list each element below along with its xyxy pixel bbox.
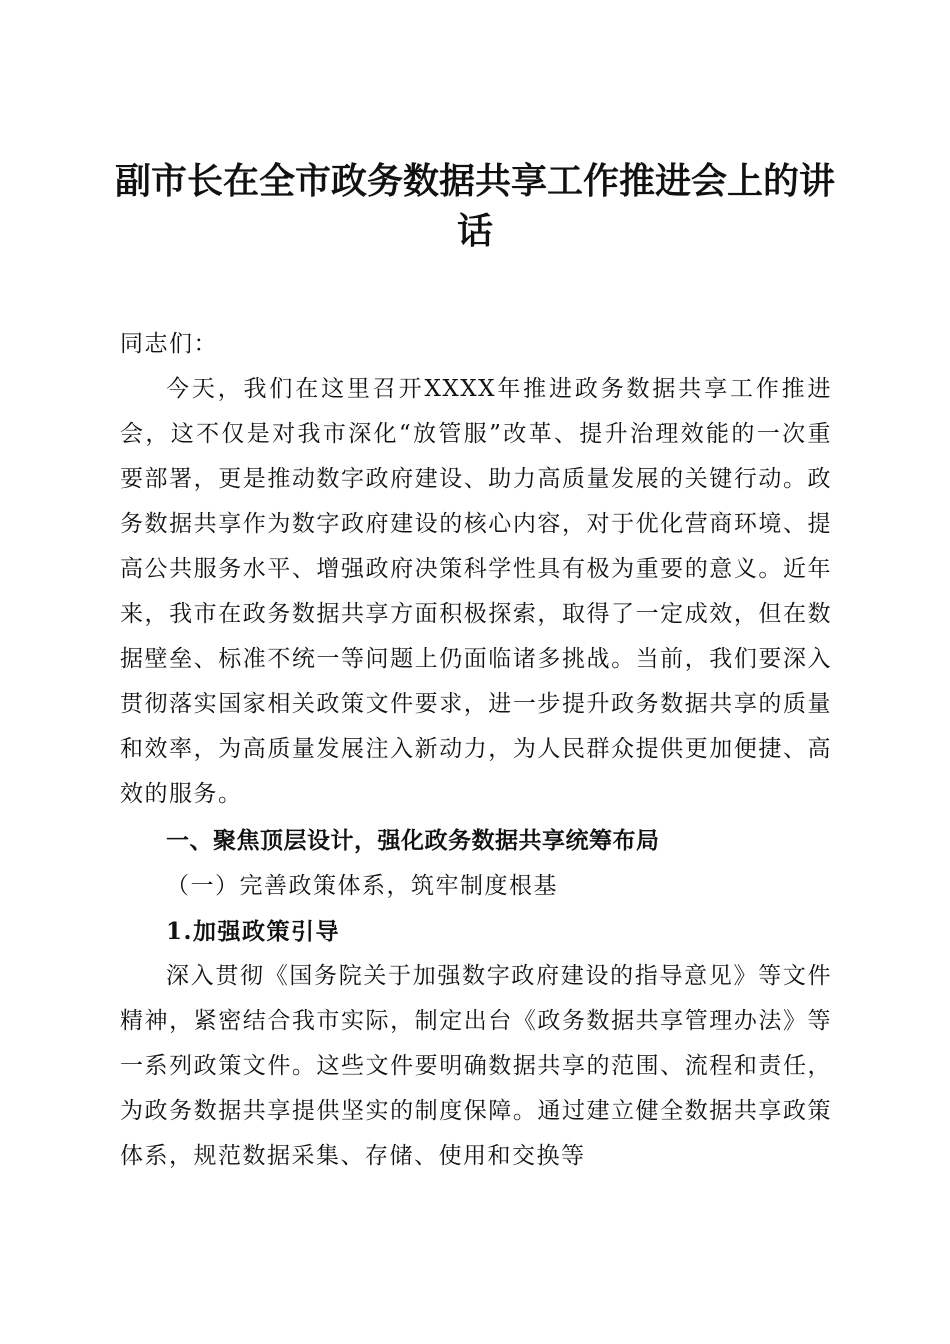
greeting: 同志们： [120,331,218,357]
subsection-heading-1: （一）完善政策体系，筑牢制度根基 [166,873,558,899]
document-body [120,322,832,1179]
section-heading-1: 一、聚焦顶层设计，强化政务数据共享统筹布局 [166,828,660,854]
document-title: 副市长在全市政务数据共享工作推进会上的讲话 [114,160,835,252]
item-paragraph-1: 深入贯彻《国务院关于加强数字政府建设的指导意见》等文件精神，紧密结合我市实际，制定出台《政务数据共享管理办法》等一系列政策文件。这些文件要明确数据共享的范围、流程和责任，为政务数据共享提供坚实的制度保障。通过建立健全数据共享政策体系，规范数据采集、存储、使用和交换等 [120,963,832,1169]
item-heading-1: 1.加强政策引导 [166,918,341,945]
intro-paragraph: 今天，我们在这里召开XXXX年推进政务数据共享工作推进会，这不仅是对我市深化“放管服”改革、提升治理效能的一次重要部署，更是推动数字政府建设、助力高质量发展的关键行动。政务数据共享作为数字政府建设的核心内容，对于优化营商环境、提高公共服务水平、增强政府决策科学性具有极为重要的意义。近年来，我市在政务数据共享方面积极探索，取得了一定成效，但在数据壁垒、标准不统一等问题上仍面临诸多挑战。当前，我们要深入贯彻落实国家相关政策文件要求，进一步提升政务数据共享的质量和效率，为高质量发展注入新动力，为人民群众提供更加便捷、高效的服务。 [120,376,832,807]
